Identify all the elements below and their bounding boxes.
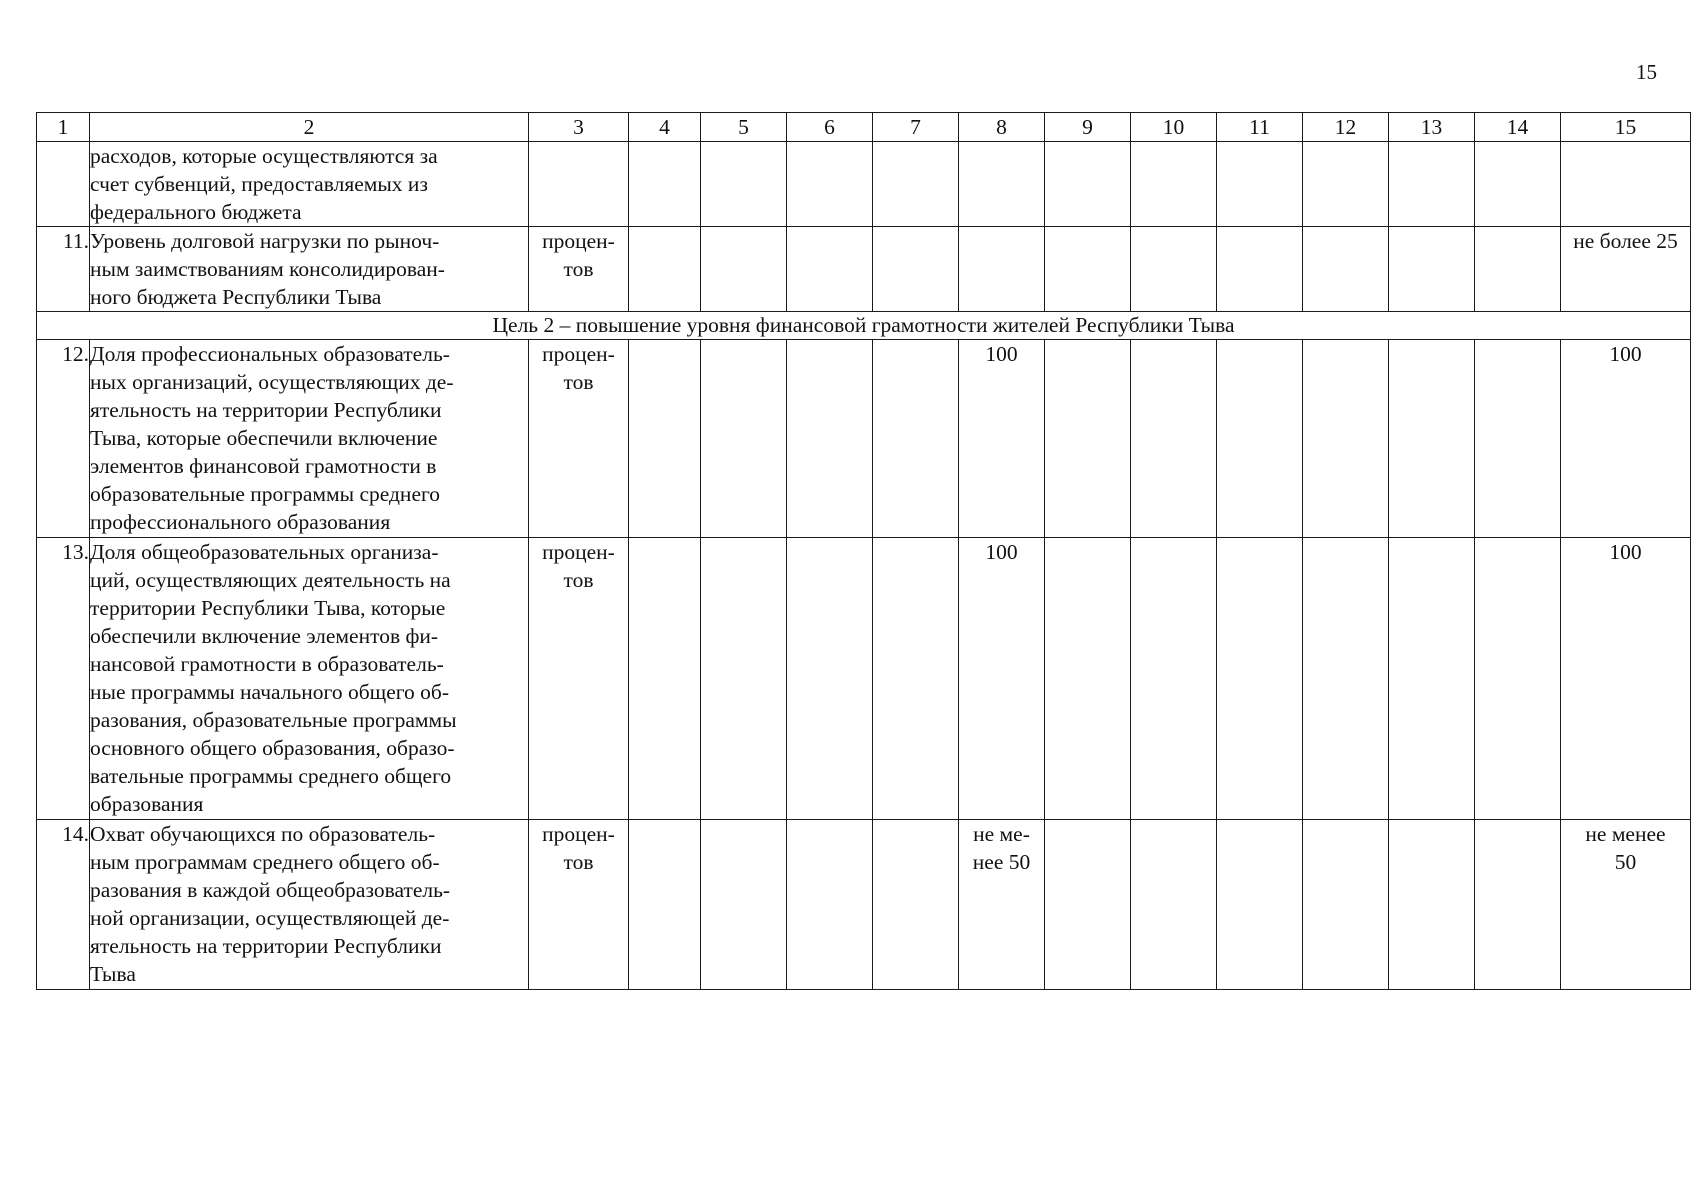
column-header: 3 bbox=[529, 113, 629, 142]
empty-cell bbox=[1389, 227, 1475, 312]
empty-cell bbox=[629, 538, 701, 820]
column-header: 5 bbox=[701, 113, 787, 142]
cell-text-line: тов bbox=[563, 850, 594, 874]
empty-cell bbox=[629, 142, 701, 227]
empty-cell bbox=[1217, 340, 1303, 538]
cell-text-line: разования, образовательные программы bbox=[90, 708, 457, 732]
column-header: 13 bbox=[1389, 113, 1475, 142]
cell-text-line: 50 bbox=[1614, 850, 1637, 874]
header-row bbox=[37, 113, 1691, 142]
indicator-name bbox=[90, 227, 529, 312]
value-cell-col8 bbox=[959, 340, 1045, 538]
empty-cell bbox=[1131, 538, 1217, 820]
unit-cell bbox=[529, 142, 629, 227]
empty-cell bbox=[787, 820, 873, 990]
cell-text-line: образовательные программы среднего bbox=[90, 482, 441, 506]
cell-text-line: федерального бюджета bbox=[90, 200, 302, 224]
value-cell-col15 bbox=[1561, 227, 1691, 312]
cell-text-line: расходов, которые осуществляются за bbox=[90, 144, 438, 168]
cell-text-line: Охват обучающихся по образователь- bbox=[90, 822, 436, 846]
cell-text-line: обеспечили включение элементов фи- bbox=[90, 624, 439, 648]
empty-cell bbox=[1389, 340, 1475, 538]
cell-text-line: разования в каждой общеобразователь- bbox=[90, 878, 451, 902]
cell-text-line: процен- bbox=[542, 540, 615, 564]
row-number: 11. bbox=[37, 227, 90, 312]
empty-cell bbox=[1131, 227, 1217, 312]
cell-text-line: ные программы начального общего об- bbox=[90, 680, 449, 704]
cell-text-line: вательные программы среднего общего bbox=[90, 764, 452, 788]
cell-text-line: Тыва, которые обеспечили включение bbox=[90, 426, 438, 450]
cell-text-line: тов bbox=[563, 370, 594, 394]
empty-cell bbox=[1045, 340, 1131, 538]
empty-cell bbox=[701, 820, 787, 990]
value-cell-col8 bbox=[959, 227, 1045, 312]
empty-cell bbox=[1045, 227, 1131, 312]
cell-text-line: ных организаций, осуществляющих де- bbox=[90, 370, 454, 394]
empty-cell bbox=[1217, 227, 1303, 312]
cell-text-line: не более 25 bbox=[1573, 229, 1678, 253]
cell-text-line: Тыва bbox=[90, 962, 136, 986]
empty-cell bbox=[873, 340, 959, 538]
empty-cell bbox=[873, 227, 959, 312]
empty-cell bbox=[1045, 142, 1131, 227]
cell-text-line: элементов финансовой грамотности в bbox=[90, 454, 437, 478]
empty-cell bbox=[787, 538, 873, 820]
indicator-name bbox=[90, 538, 529, 820]
empty-cell bbox=[629, 820, 701, 990]
empty-cell bbox=[1475, 340, 1561, 538]
table-row bbox=[37, 142, 1691, 227]
empty-cell bbox=[1303, 820, 1389, 990]
indicator-name bbox=[90, 820, 529, 990]
empty-cell bbox=[1475, 142, 1561, 227]
cell-text-line: 100 bbox=[985, 342, 1018, 366]
indicator-table bbox=[36, 112, 1691, 990]
column-header: 7 bbox=[873, 113, 959, 142]
cell-text-line: образования bbox=[90, 792, 204, 816]
value-cell-col15 bbox=[1561, 340, 1691, 538]
cell-text-line: ным программам среднего общего об- bbox=[90, 850, 440, 874]
empty-cell bbox=[1303, 227, 1389, 312]
goal-title: Цель 2 – повышение уровня финансовой грамотности жителей Республики Тыва bbox=[37, 312, 1691, 340]
column-header: 11 bbox=[1217, 113, 1303, 142]
empty-cell bbox=[1217, 538, 1303, 820]
cell-text-line: 100 bbox=[985, 540, 1018, 564]
cell-text-line: тов bbox=[563, 568, 594, 592]
column-header: 10 bbox=[1131, 113, 1217, 142]
unit-cell bbox=[529, 227, 629, 312]
cell-text-line: ной организации, осуществляющей де- bbox=[90, 906, 450, 930]
column-header: 6 bbox=[787, 113, 873, 142]
empty-cell bbox=[1389, 142, 1475, 227]
cell-text-line: ного бюджета Республики Тыва bbox=[90, 285, 382, 309]
row-number: 14. bbox=[37, 820, 90, 990]
column-header: 8 bbox=[959, 113, 1045, 142]
empty-cell bbox=[787, 142, 873, 227]
cell-text-line: не ме- bbox=[973, 822, 1030, 846]
column-header: 2 bbox=[90, 113, 529, 142]
cell-text-line: процен- bbox=[542, 342, 615, 366]
empty-cell bbox=[1217, 142, 1303, 227]
empty-cell bbox=[787, 340, 873, 538]
empty-cell bbox=[1475, 820, 1561, 990]
empty-cell bbox=[629, 340, 701, 538]
empty-cell bbox=[1389, 538, 1475, 820]
column-header: 4 bbox=[629, 113, 701, 142]
cell-text-line: не менее bbox=[1585, 822, 1666, 846]
row-number bbox=[37, 142, 90, 227]
goal-row bbox=[37, 312, 1691, 340]
unit-cell bbox=[529, 340, 629, 538]
empty-cell bbox=[1131, 820, 1217, 990]
empty-cell bbox=[1303, 538, 1389, 820]
cell-text-line: процен- bbox=[542, 229, 615, 253]
row-number: 13. bbox=[37, 538, 90, 820]
row-number: 12. bbox=[37, 340, 90, 538]
empty-cell bbox=[873, 820, 959, 990]
cell-text-line: нансовой грамотности в образователь- bbox=[90, 652, 444, 676]
empty-cell bbox=[1303, 340, 1389, 538]
empty-cell bbox=[1131, 142, 1217, 227]
indicator-name bbox=[90, 142, 529, 227]
cell-text-line: счет субвенций, предоставляемых из bbox=[90, 172, 428, 196]
value-cell-col8 bbox=[959, 820, 1045, 990]
unit-cell bbox=[529, 820, 629, 990]
cell-text-line: процен- bbox=[542, 822, 615, 846]
value-cell-col15 bbox=[1561, 820, 1691, 990]
empty-cell bbox=[1217, 820, 1303, 990]
cell-text-line: 100 bbox=[1609, 540, 1642, 564]
empty-cell bbox=[1389, 820, 1475, 990]
cell-text-line: ятельность на территории Республики bbox=[90, 398, 442, 422]
table-row bbox=[37, 227, 1691, 312]
table-row bbox=[37, 538, 1691, 820]
column-header: 15 bbox=[1561, 113, 1691, 142]
cell-text-line: основного общего образования, образо- bbox=[90, 736, 455, 760]
column-header: 9 bbox=[1045, 113, 1131, 142]
page-number: 15 bbox=[1636, 60, 1657, 84]
table-row bbox=[37, 820, 1691, 990]
empty-cell bbox=[1475, 227, 1561, 312]
empty-cell bbox=[701, 340, 787, 538]
empty-cell bbox=[701, 227, 787, 312]
column-header: 14 bbox=[1475, 113, 1561, 142]
empty-cell bbox=[1475, 538, 1561, 820]
cell-text-line: профессионального образования bbox=[90, 510, 391, 534]
unit-cell bbox=[529, 538, 629, 820]
cell-text-line: ций, осуществляющих деятельность на bbox=[90, 568, 451, 592]
table-row bbox=[37, 340, 1691, 538]
cell-text-line: Доля общеобразовательных организа- bbox=[90, 540, 439, 564]
cell-text-line: тов bbox=[563, 257, 594, 281]
value-cell-col15 bbox=[1561, 142, 1691, 227]
empty-cell bbox=[873, 142, 959, 227]
empty-cell bbox=[701, 538, 787, 820]
cell-text-line: ным заимствованиям консолидирован- bbox=[90, 257, 445, 281]
value-cell-col8 bbox=[959, 142, 1045, 227]
empty-cell bbox=[1045, 820, 1131, 990]
cell-text-line: территории Республики Тыва, которые bbox=[90, 596, 446, 620]
cell-text-line: ятельность на территории Республики bbox=[90, 934, 442, 958]
cell-text-line: Уровень долговой нагрузки по рыноч- bbox=[90, 229, 440, 253]
column-header: 1 bbox=[37, 113, 90, 142]
empty-cell bbox=[1303, 142, 1389, 227]
value-cell-col15 bbox=[1561, 538, 1691, 820]
empty-cell bbox=[701, 142, 787, 227]
column-header: 12 bbox=[1303, 113, 1389, 142]
cell-text-line: 100 bbox=[1609, 342, 1642, 366]
value-cell-col8 bbox=[959, 538, 1045, 820]
empty-cell bbox=[873, 538, 959, 820]
empty-cell bbox=[787, 227, 873, 312]
cell-text-line: нее 50 bbox=[972, 850, 1031, 874]
indicator-name bbox=[90, 340, 529, 538]
empty-cell bbox=[1045, 538, 1131, 820]
empty-cell bbox=[629, 227, 701, 312]
empty-cell bbox=[1131, 340, 1217, 538]
cell-text-line: Доля профессиональных образователь- bbox=[90, 342, 450, 366]
